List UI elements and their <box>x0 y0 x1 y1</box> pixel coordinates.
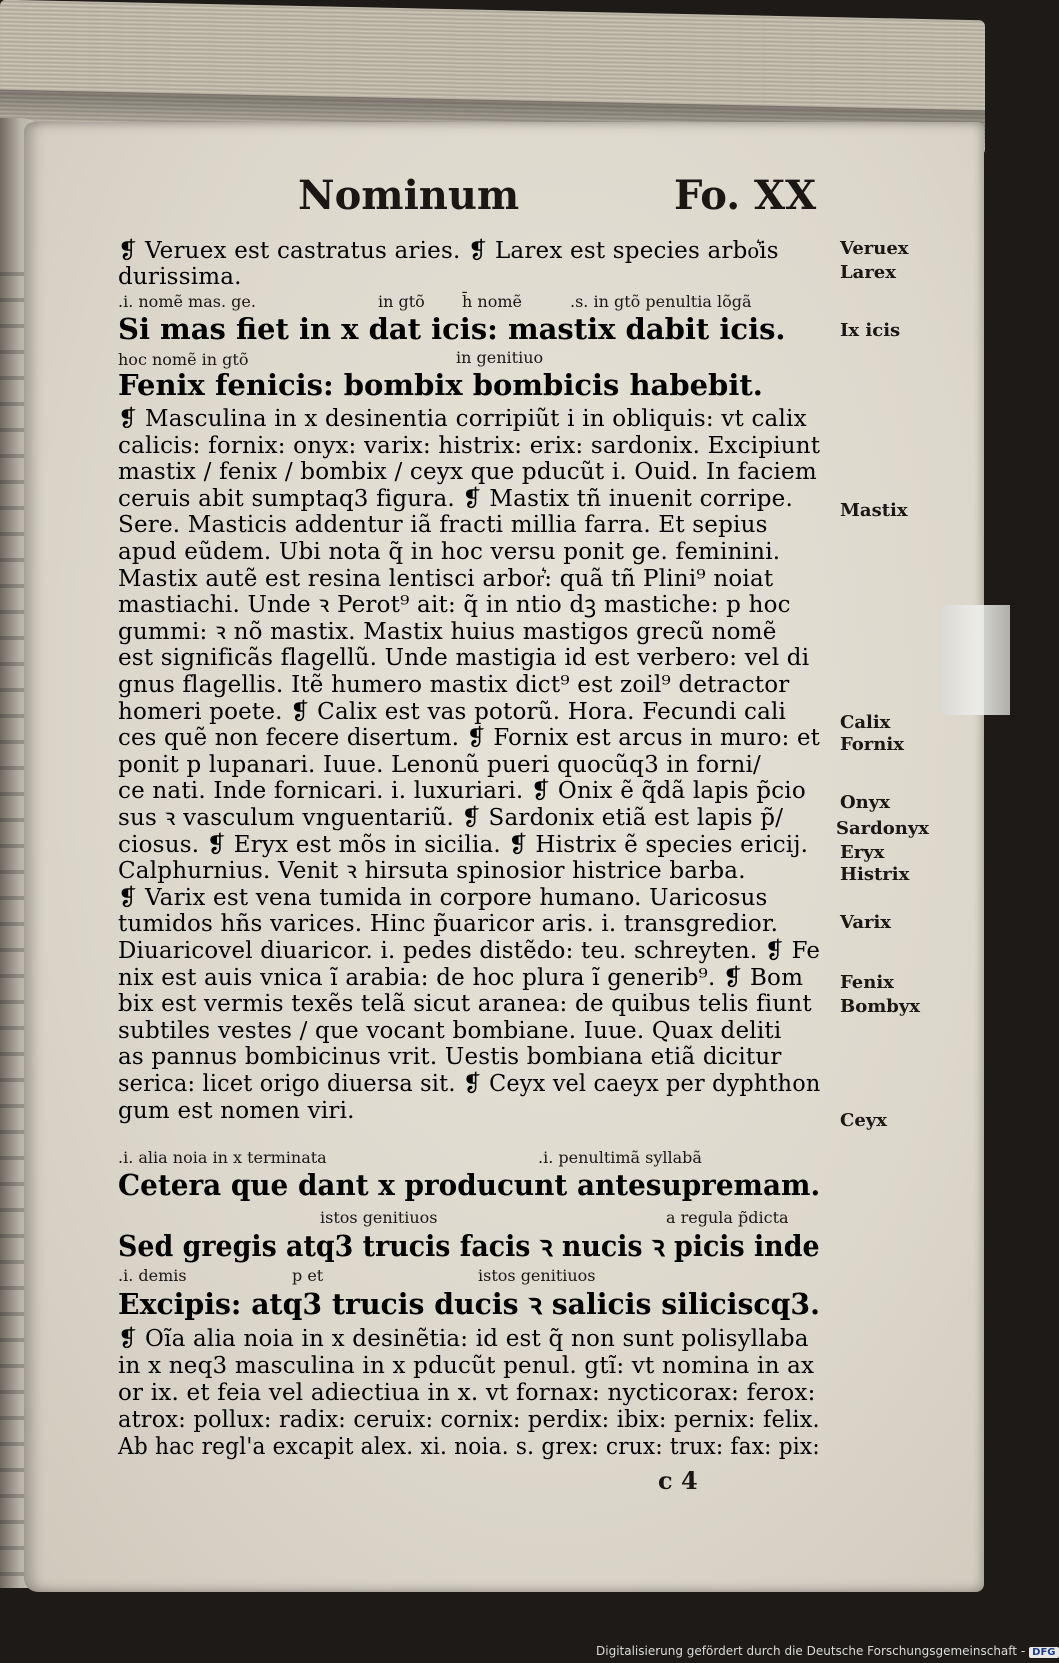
body-line: in x neq3 masculina in x pducũt penul. gtĩ: vt nomina in ax <box>118 1353 815 1379</box>
body-line: homeri poete. ❡ Calix est vas potorũ. Hora. Fecundi cali <box>118 698 787 725</box>
gloss-text: .i. nomẽ mas. ge. <box>118 292 256 311</box>
body-line: sus ꝛ vasculum vnguentariũ. ❡ Sardonix etiã est lapis p̃/ <box>118 805 784 831</box>
body-line: ❡ Varix est vena tumida in corpore humano. Uaricosus <box>118 884 768 911</box>
body-line: mastix / fenix / bombix / ceyx que pducũt i. Ouid. In faciem <box>118 459 817 486</box>
verse-line: Fenix fenicis: bombix bombicis habebit. <box>118 368 763 402</box>
body-line: serica: licet origo diuersa sit. ❡ Ceyx vel caeyx per dyphthon <box>118 1071 821 1097</box>
marginal-keyword: Calix <box>840 712 891 733</box>
verse-line: Sed gregis atq3 trucis facis ꝛ nucis ꝛ picis inde <box>118 1229 820 1263</box>
body-line: Ab hac regl'a excapit alex. xi. noia. s. grex: crux: trux: fax: pix: <box>118 1434 820 1460</box>
body-line: as pannus bombicinus vrit. Uestis bombiana etiã dicitur <box>118 1044 782 1071</box>
gloss-text: .i. penultimã syllabã <box>538 1148 702 1167</box>
gloss-text: .s. in gtõ penultia lõgã <box>570 292 752 311</box>
gloss-text: in gtõ <box>378 292 425 311</box>
gloss-text: istos genitiuos <box>478 1266 596 1285</box>
dfg-logo: DFG <box>1029 1647 1058 1658</box>
marginal-keyword: Sardonyx <box>836 818 930 839</box>
body-line: tumidos hñs varices. Hinc p̃uaricor aris. i. transgredior. <box>118 911 779 938</box>
body-line: Sere. Masticis addentur iã fracti millia farra. Et sepius <box>118 512 768 539</box>
marginal-keyword: Eryx <box>840 842 885 863</box>
verse-line: Si mas fiet in x dat icis: mastix dabit icis. <box>118 312 786 346</box>
body-line: ponit p lupanari. Iuue. Lenonũ pueri quocũq3 in forni/ <box>118 751 761 778</box>
body-line: gum est nomen viri. <box>118 1097 355 1124</box>
body-line: ceruis abit sumptaq3 figura. ❡ Mastix tñ inuenit corripe. <box>118 485 793 512</box>
gloss-text: in genitiuo <box>456 348 544 367</box>
running-title: Nominum <box>298 172 520 219</box>
marginal-keyword: Ix icis <box>840 320 901 341</box>
body-line: est significãs flagellũ. Unde mastigia id est verbero: vel di <box>118 645 810 672</box>
gloss-text: h̄ nomẽ <box>462 292 522 311</box>
body-line: gummi: ꝛ nõ mastix. Mastix huius mastigos grecũ nomẽ <box>118 618 777 645</box>
body-line: bix est vermis texẽs telã sicut aranea: de quibus telis fiunt <box>118 991 812 1018</box>
body-line: durissima. <box>118 264 242 290</box>
body-line: apud eũdem. Ubi nota q̃ in hoc versu ponit ge. feminini. <box>118 539 781 565</box>
marginal-keyword: Fenix <box>840 972 894 993</box>
bookmark-tab <box>940 605 1010 715</box>
marginal-keyword: Larex <box>840 262 896 283</box>
body-line: ciosus. ❡ Eryx est mõs in sicilia. ❡ Histrix ẽ species ericij. <box>118 831 809 858</box>
marginal-keyword: Varix <box>840 912 892 933</box>
digitization-credit <box>596 1644 1059 1658</box>
gloss-text: hoc nomẽ in gtõ <box>118 350 249 369</box>
body-line: ce nati. Inde fornicari. i. luxuriari. ❡ Onix ẽ q̃dã lapis p̃cio <box>118 778 806 805</box>
body-line: ❡ Masculina in x desinentia corripiũt i in obliquis: vt calix <box>118 406 807 432</box>
body-line: nix est auis vnica ĩ arabia: de hoc plura ĩ generib⁹. ❡ Bom <box>118 964 804 991</box>
signature-mark: c 4 <box>658 1466 698 1495</box>
body-line: gnus flagellis. Itẽ humero mastix dict⁹ est zoil⁹ detractor <box>118 672 790 698</box>
body-line: Calphurnius. Venit ꝛ hirsuta spinosior histrice barba. <box>118 858 746 885</box>
marginal-keyword: Histrix <box>840 864 910 885</box>
marginal-keyword: Fornix <box>840 734 904 755</box>
marginal-keyword: Bombyx <box>840 996 921 1017</box>
marginal-keyword: Veruex <box>840 238 909 259</box>
verse-line: Cetera que dant x producunt antesupremam. <box>118 1168 821 1202</box>
body-line: Mastix autẽ est resina lentisci arbor͛: quã tñ Plini⁹ noiat <box>118 565 774 592</box>
body-line: subtiles vestes / que vocant bombiane. Iuue. Quax deliti <box>118 1017 782 1044</box>
body-line: ❡ Veruex est castratus aries. ❡ Larex est species arbo͛is <box>118 238 779 264</box>
gloss-text: istos genitiuos <box>320 1208 438 1227</box>
gloss-text: .i. demis <box>118 1266 187 1285</box>
marginal-keyword: Ceyx <box>840 1110 887 1131</box>
body-line: or ix. et feia vel adiectiua in x. vt fornax: nycticorax: ferox: <box>118 1380 816 1406</box>
credit-text: Digitalisierung gefördert durch die Deutsche Forschungsgemeinschaft - <box>596 1644 1026 1658</box>
body-line: calicis: fornix: onyx: varix: histrix: erix: sardonix. Excipiunt <box>118 432 821 459</box>
gloss-text: a regula p̃dicta <box>666 1208 789 1227</box>
body-line: mastiachi. Unde ꝛ Perot⁹ ait: q̃ in ntio dꝫ mastiche: p hoc <box>118 592 791 619</box>
verse-line: Excipis: atq3 trucis ducis ꝛ salicis siliciscq3. <box>118 1287 820 1321</box>
folio-number: Fo. XX <box>674 172 817 219</box>
gloss-text: p et <box>292 1266 324 1285</box>
body-line: Diuaricovel diuaricor. i. pedes distẽdo: teu. schreyten. ❡ Fe <box>118 938 821 964</box>
marginal-keyword: Onyx <box>840 792 890 813</box>
gloss-text: .i. alia noia in x terminata <box>118 1148 327 1167</box>
body-line: atrox: pollux: radix: ceruix: cornix: perdix: ibix: pernix: felix. <box>118 1407 820 1433</box>
body-line: ces quẽ non fecere disertum. ❡ Fornix est arcus in muro: et <box>118 725 820 752</box>
marginal-keyword: Mastix <box>840 500 908 521</box>
body-line: ❡ Oĩa alia noia in x desinẽtia: id est q̃ non sunt polisyllaba <box>118 1326 809 1352</box>
